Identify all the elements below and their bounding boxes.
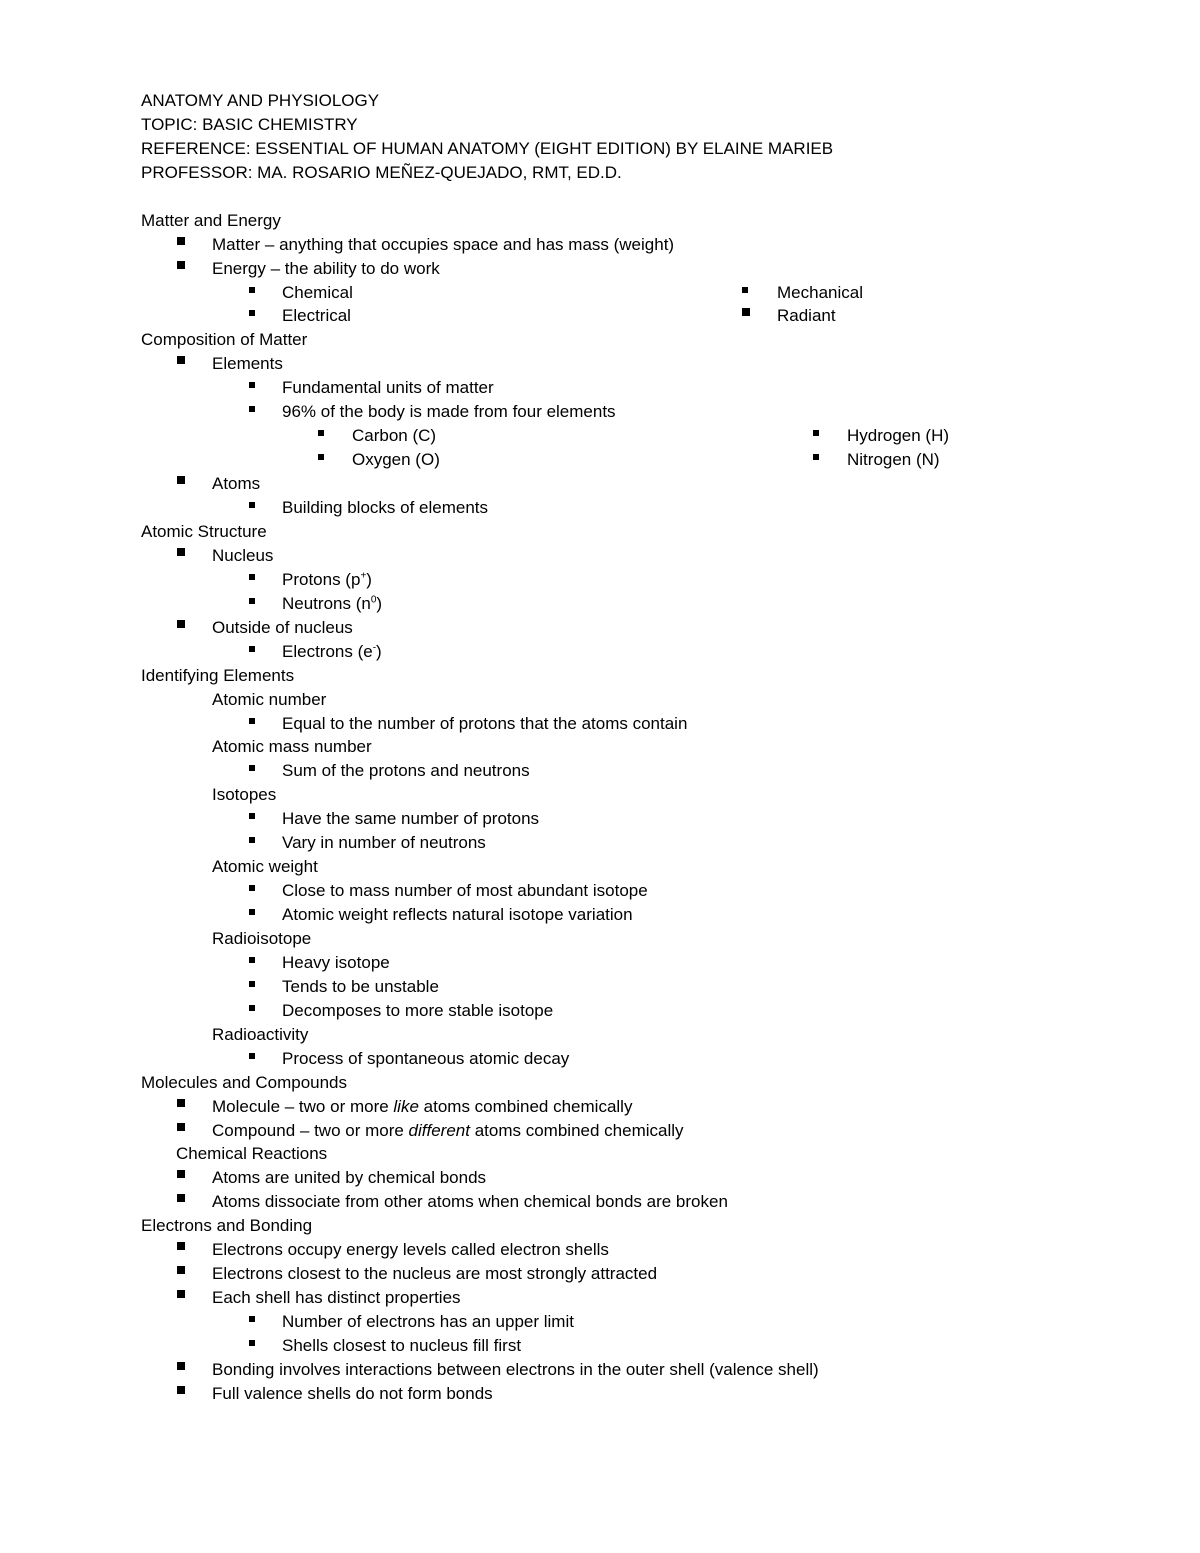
element-item: Nitrogen (N) [847,450,940,469]
list-item: Electrons closest to the nucleus are most strongly attracted [212,1264,658,1283]
bullet-icon [249,837,255,843]
section-heading-atomic-structure: Atomic Structure [141,522,267,541]
professor-line: PROFESSOR: MA. ROSARIO MEÑEZ-QUEJADO, RMT, ED.D. [141,163,622,182]
section-heading-bonding: Electrons and Bonding [141,1216,313,1235]
list-item: Atoms [212,474,261,493]
bullet-icon [742,287,748,293]
bullet-icon [249,574,255,580]
list-item: Tends to be unstable [282,977,439,996]
bullet-icon [249,1005,255,1011]
bullet-icon [249,813,255,819]
list-item: Have the same number of protons [282,809,540,828]
bullet-icon [177,1386,185,1394]
list-item: Heavy isotope [282,953,390,972]
list-item: Outside of nucleus [212,618,353,637]
bullet-icon [318,430,324,436]
bullet-icon [813,430,819,436]
bullet-icon [249,287,255,293]
list-item: Number of electrons has an upper limit [282,1312,574,1331]
bullet-icon [813,454,819,460]
section-heading-composition: Composition of Matter [141,330,308,349]
bullet-icon [177,1099,185,1107]
bullet-icon [249,718,255,724]
bullet-icon [249,310,255,316]
list-item: Bonding involves interactions between electrons in the outer shell (valence shell) [212,1360,819,1379]
bullet-icon [177,620,185,628]
matter-definition: Matter – anything that occupies space and has mass (weight) [212,235,675,254]
bullet-icon [249,598,255,604]
bullet-icon [249,406,255,412]
bullet-icon [249,1053,255,1059]
subheading: Chemical Reactions [176,1144,328,1163]
list-item-neutrons: Neutrons $(n^0)$ [282,594,383,613]
bullet-icon [177,237,185,245]
bullet-icon [177,1242,185,1250]
bullet-icon [249,957,255,963]
course-title: ANATOMY AND PHYSIOLOGY [141,91,380,110]
list-item: Fundamental units of matter [282,378,494,397]
bullet-icon [249,981,255,987]
section-heading-matter-energy: Matter and Energy [141,211,281,230]
bullet-icon [177,1266,185,1274]
list-item-electrons: Electrons (e-) [282,642,382,661]
list-item: Sum of the protons and neutrons [282,761,530,780]
list-item: 96% of the body is made from four elements [282,402,616,421]
list-item: Each shell has distinct properties [212,1288,461,1307]
list-item: Atoms dissociate from other atoms when chemical bonds are broken [212,1192,728,1211]
bullet-icon [249,885,255,891]
subheading: Radioactivity [212,1025,309,1044]
bullet-icon [177,1170,185,1178]
molecule-definition: Molecule – two or more like atoms combined chemically [212,1097,633,1116]
element-item: Oxygen (O) [352,450,440,469]
bullet-icon [177,1290,185,1298]
list-item: Atoms are united by chemical bonds [212,1168,487,1187]
subheading: Atomic weight [212,857,318,876]
bullet-icon [249,1316,255,1322]
list-item: Decomposes to more stable isotope [282,1001,554,1020]
section-heading-identifying: Identifying Elements [141,666,295,685]
bullet-icon [249,646,255,652]
bullet-icon [177,261,185,269]
element-item: Hydrogen (H) [847,426,950,445]
list-item: Equal to the number of protons that the atoms contain [282,714,688,733]
element-item: Carbon (C) [352,426,437,445]
bullet-icon [318,454,324,460]
bullet-icon [177,476,185,484]
list-item-protons: Protons (p+) [282,570,372,589]
list-item: Close to mass number of most abundant isotope [282,881,648,900]
list-item: Process of spontaneous atomic decay [282,1049,570,1068]
list-item: Elements [212,354,283,373]
list-item: Vary in number of neutrons [282,833,486,852]
bullet-icon [249,909,255,915]
bullet-icon [177,1123,185,1131]
list-item: Atomic weight reflects natural isotope variation [282,905,633,924]
bullet-icon [177,1194,185,1202]
subheading: Atomic mass number [212,737,372,756]
bullet-icon [249,765,255,771]
compound-definition: Compound – two or more different atoms combined chemically [212,1121,684,1140]
energy-form: Electrical [282,306,351,325]
energy-form: Chemical [282,283,353,302]
list-item: Electrons occupy energy levels called electron shells [212,1240,609,1259]
list-item: Nucleus [212,546,274,565]
bullet-icon [742,308,750,316]
energy-form: Mechanical [777,283,863,302]
bullet-icon [249,1340,255,1346]
energy-form: Radiant [777,306,836,325]
energy-definition: Energy – the ability to do work [212,259,440,278]
list-item: Full valence shells do not form bonds [212,1384,493,1403]
topic-line: TOPIC: BASIC CHEMISTRY [141,115,358,134]
list-item: Shells closest to nucleus fill first [282,1336,522,1355]
subheading: Radioisotope [212,929,312,948]
bullet-icon [249,382,255,388]
bullet-icon [177,1362,185,1370]
subheading: Atomic number [212,690,327,709]
list-item: Building blocks of elements [282,498,489,517]
bullet-icon [177,356,185,364]
section-heading-molecules: Molecules and Compounds [141,1073,348,1092]
reference-line: REFERENCE: ESSENTIAL OF HUMAN ANATOMY (EIGHT EDITION) BY ELAINE MARIEB [141,139,834,158]
bullet-icon [177,548,185,556]
bullet-icon [249,502,255,508]
subheading: Isotopes [212,785,277,804]
